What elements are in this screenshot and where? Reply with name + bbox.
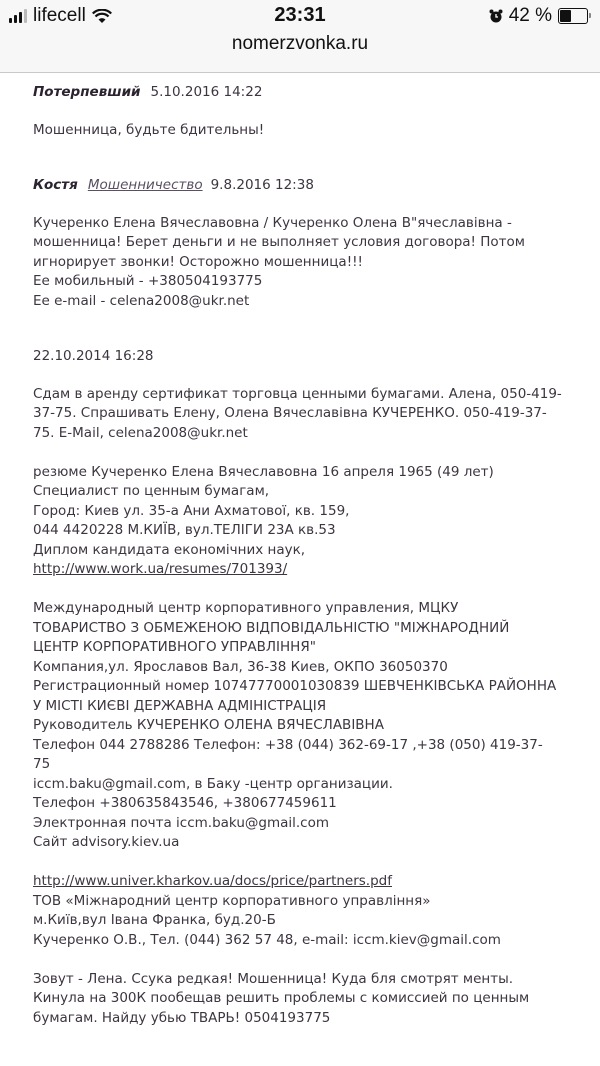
comment-text-line: бумагам. Найду убью ТВАРЬ! 0504193775 [33,1009,331,1026]
comment-text-line: Сдам в аренду сертификат торговца ценными бумагами. Алена, 050-419- [33,385,562,402]
comment-text-line: ТОВ «Міжнародний центр корпоративного управління» [33,892,431,909]
comment-text-line: У МІСТІ КИЄВІ ДЕРЖАВНА АДМІНІСТРАЦІЯ [33,697,327,714]
comment-text-line: Кучеренко О.В., Тел. (044) 362 57 48, e-mail: iccm.kiev@gmail.com [33,931,501,948]
comment-text-line: ЦЕНТР КОРПОРАТИВНОГО УПРАВЛІННЯ" [33,639,316,655]
comment-text-line: Специалист по ценным бумагам, [33,483,270,499]
comment-text-line: Телефон 044 2788286 Телефон: +38 (044) 362-69-17 ,+38 (050) 419-37- [33,736,543,753]
battery-percent: 42 % [508,5,552,26]
comment [33,83,600,140]
comment-text-line: Сайт advisory.kiev.ua [33,834,180,850]
comment-text-line: Ее e-mail - celena2008@ukr.net [33,292,250,309]
comment-text-line: Ее мобильный - +380504193775 [33,273,263,289]
comment-text-line: игнорирует звонки! Осторожно мошенница!!! [33,253,363,270]
comment-text-line: м.Київ,вул Івана Франка, буд.20-Б [33,912,276,928]
comment-text-line: iccm.baku@gmail.com, в Баку -центр организации. [33,775,393,792]
comment-header [33,347,600,367]
comment-text-line: 75 [33,756,51,772]
comment-text-line: Электронная почта iccm.baku@gmail.com [33,814,329,831]
comment-text-line: Регистрационный номер 10747770001030839 ШЕВЧЕНКІВСЬКА РАЙОННА [33,678,557,694]
alarm-icon [489,9,503,23]
comment-header [33,176,600,196]
battery-level [560,10,571,22]
status-bar [0,0,600,32]
comment-text-line: Кучеренко Елена Вячеславовна / Кучеренко Олена В"ячеславівна - [33,214,512,231]
comment-text-line: Компания,ул. Ярославов Вал, 36-38 Киев, ОКПО 36050370 [33,658,448,675]
clock: 23:31 [274,4,326,26]
comment-category-link[interactable]: Мошенничество [87,177,203,193]
status-right [489,5,588,27]
comment-text-line: мошенница! Берет деньги и не выполняет условия договора! Потом [33,234,525,250]
comment-author: Костя [33,177,78,193]
comment-text-line: Телефон +380635843546, +380677459611 [33,795,337,811]
comment-date: 5.10.2016 14:22 [150,84,263,100]
browser-top-bar [0,0,600,73]
comment-link[interactable]: http://www.work.ua/resumes/701393/ [33,561,288,577]
comment-text-line: Международный центр корпоративного управления, МЦКУ [33,600,459,616]
comment-paragraph [33,599,600,853]
comment-text-line: резюме Кучеренко Елена Вячеславовна 16 апреля 1965 (49 лет) [33,463,494,480]
comment-paragraph [33,121,600,141]
comment-date: 9.8.2016 12:38 [210,177,314,193]
comment-date: 22.10.2014 16:28 [33,348,154,364]
comment-paragraph [33,385,600,444]
comment-text-line: Зовут - Лена. Ссука редкая! Мошенница! Куда бля смотрят менты. [33,970,514,987]
comment-text-line: Кинула на 300К пообещав решить проблемы с комиссией по ценным [33,990,530,1006]
comment-text-line: Руководитель КУЧЕРЕНКО ОЛЕНА ВЯЧЕСЛАВІВНА [33,717,384,733]
comment-author: Потерпевший [33,84,141,100]
comment-text-line: ТОВАРИСТВО З ОБМЕЖЕНОЮ ВІДПОВІДАЛЬНІСТЮ "МІЖНАРОДНИЙ [33,619,510,636]
comment-link[interactable]: http://www.univer.kharkov.ua/docs/price/partners.pdf [33,873,392,889]
comment [33,176,600,311]
comment-text-line: Мошенница, будьте бдительны! [33,121,265,138]
comment [33,347,600,1028]
comment-header [33,83,600,103]
comment-text-line: Город: Киев ул. 35-а Ани Ахматової, кв. 159, [33,502,350,519]
comment-text-line: Диплом кандидата економічних наук, [33,541,306,558]
comment-paragraph [33,970,600,1029]
comment-paragraph [33,872,600,950]
comment-text-line: 044 4420228 М.КИЇВ, вул.ТЕЛІГИ 23А кв.53 [33,522,336,538]
comment-paragraph [33,463,600,580]
comments-list [0,73,600,1028]
comment-text-line: 75. E-Mail, celena2008@ukr.net [33,424,248,441]
address-bar[interactable]: nomerzvonka.ru [231,33,369,54]
battery-icon [558,8,588,24]
carrier-name: lifecell [33,5,86,26]
comment-paragraph [33,214,600,312]
comment-text-line: 37-75. Спрашивать Елену, Олена Вячеславівна КУЧЕРЕНКО. 050-419-37- [33,405,547,421]
